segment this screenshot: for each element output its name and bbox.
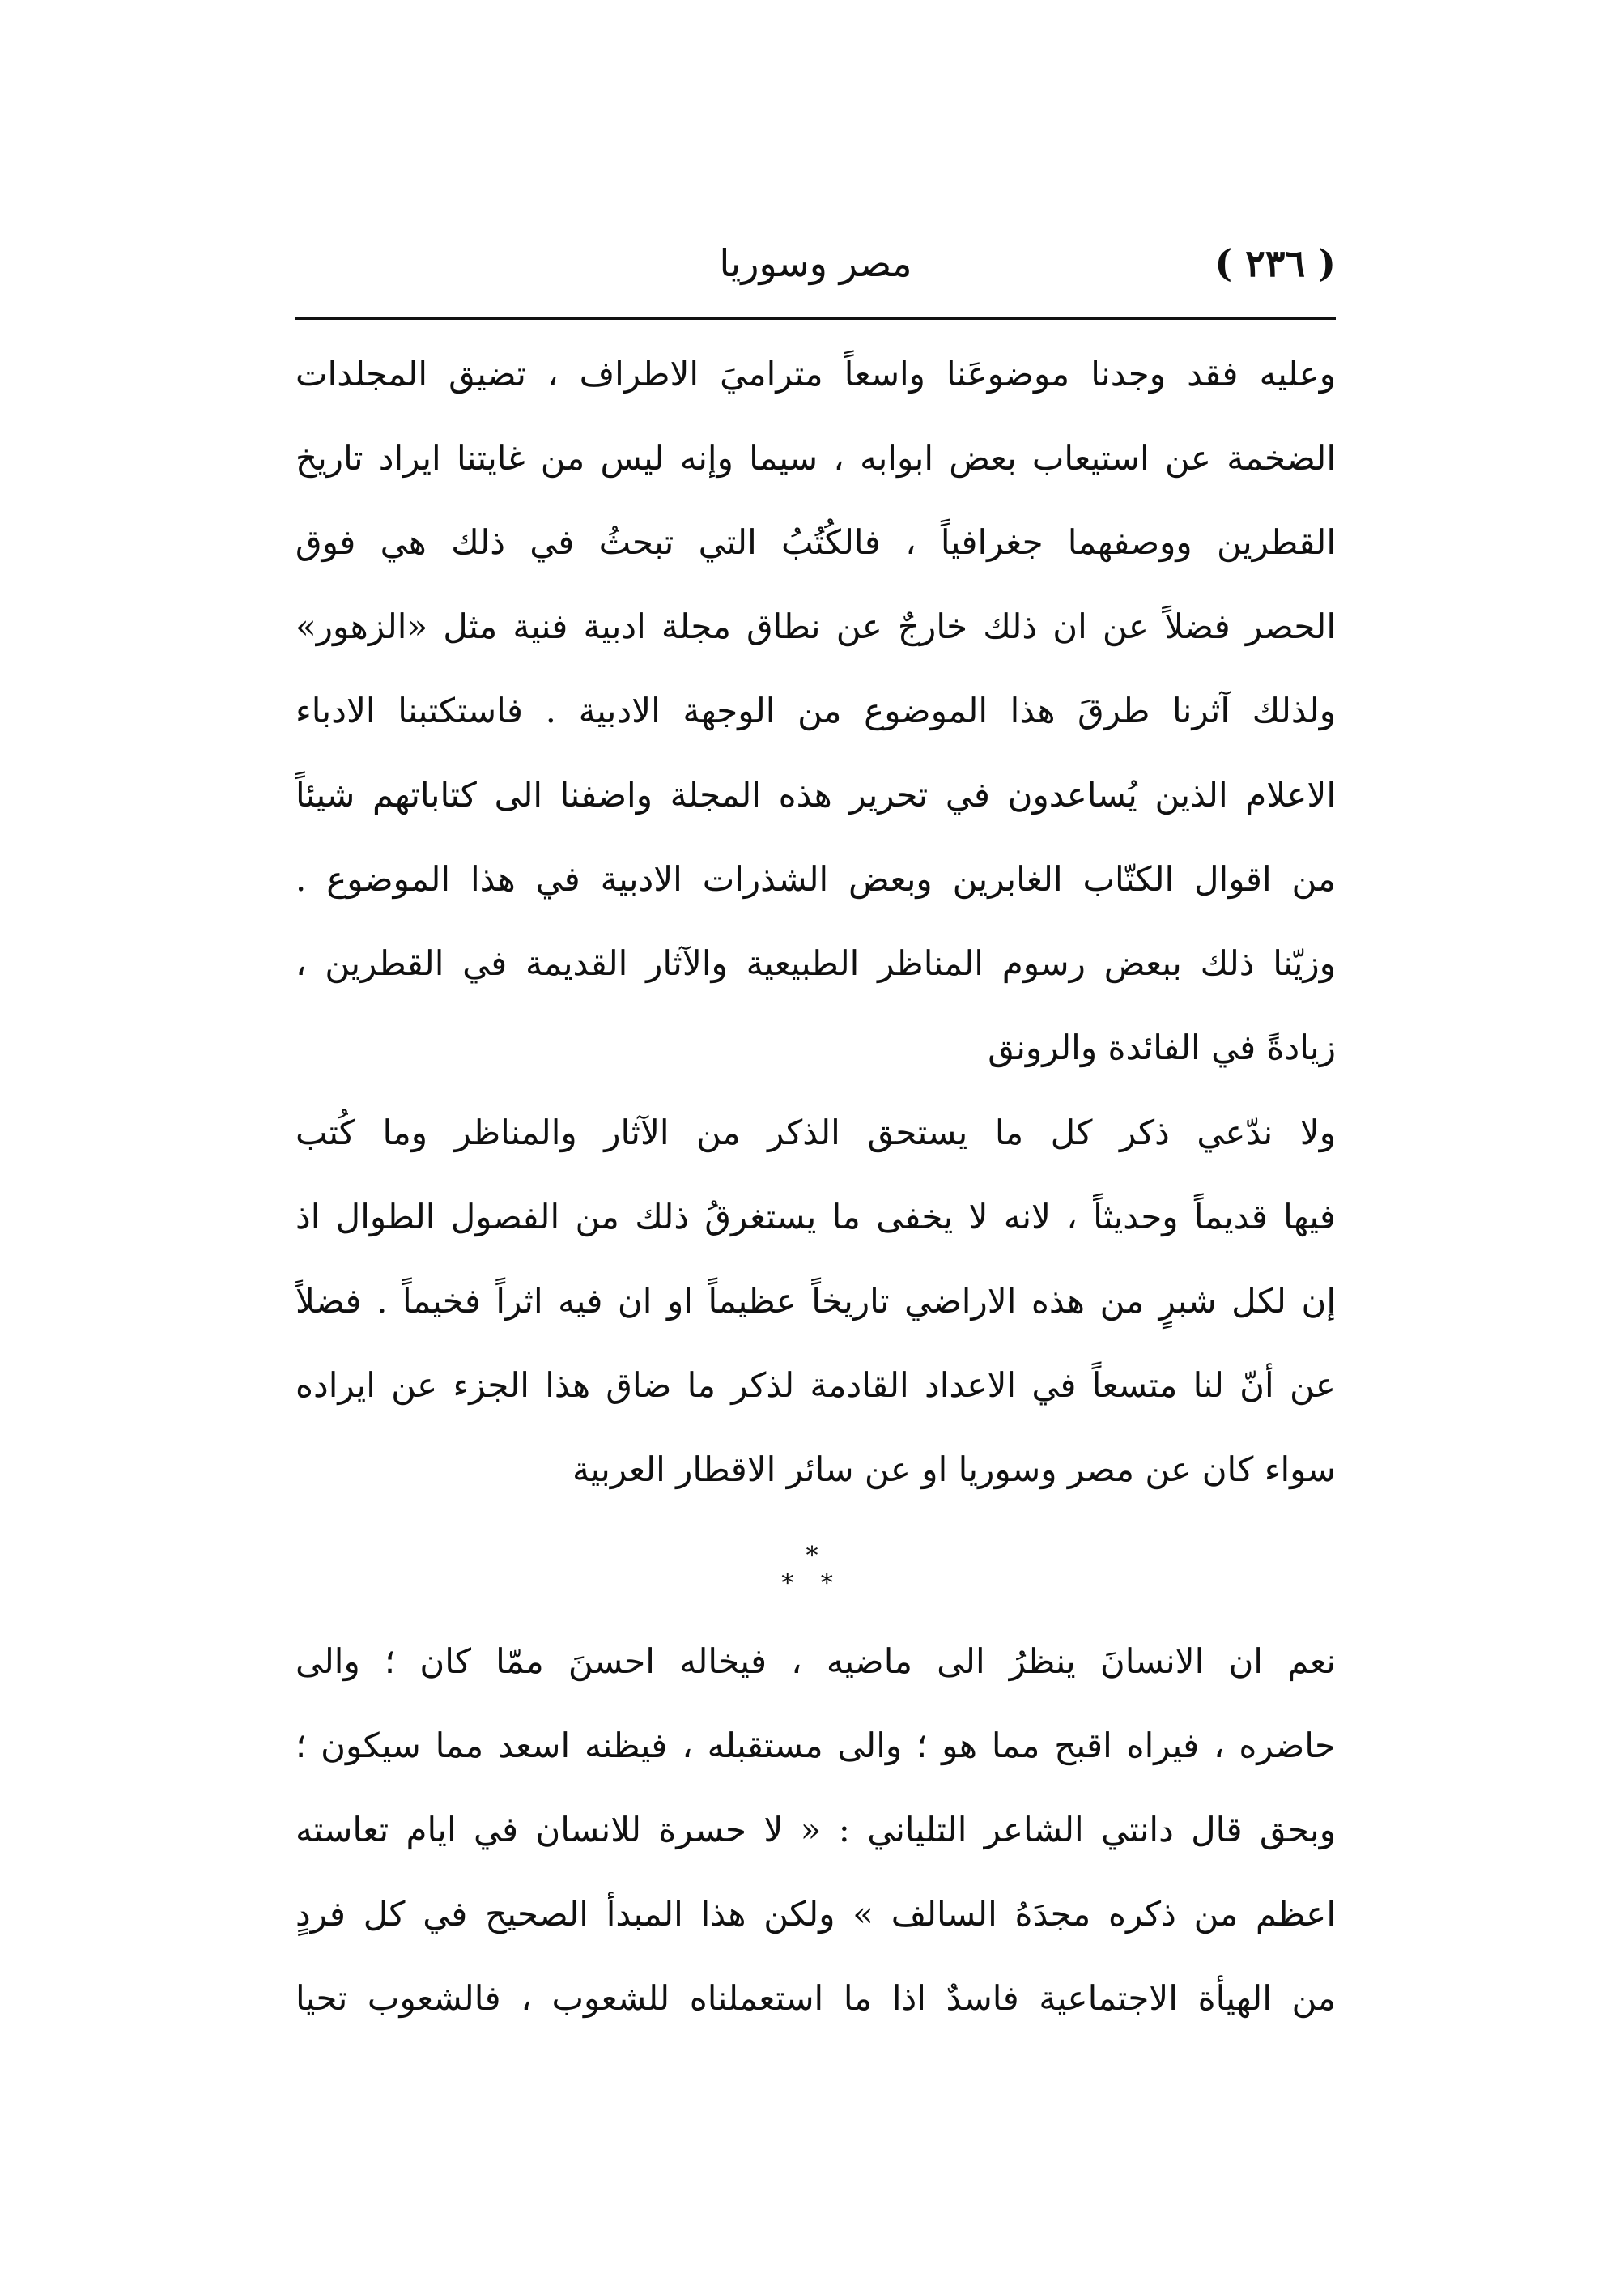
text-line: اعظم من ذكره مجدَهُ السالف » ولكن هذا المبدأ الصحيح في كل فردٍ: [295, 1894, 1336, 1934]
text-line: من الهيأة الاجتماعية فاسدٌ اذا ما استعملناه للشعوب ، فالشعوب تحيا: [295, 1978, 1336, 2018]
text-line: وبحق قال دانتي الشاعر التلياني : « لا حسرة للانسان في ايام تعاسته: [295, 1810, 1336, 1849]
text-line: الاعلام الذين يُساعدون في تحرير هذه المجلة واضفنا الى كتاباتهم شيئاً: [295, 775, 1336, 815]
text-line: الحصر فضلاً عن ان ذلك خارجٌ عن نطاق مجلة ادبية فنية مثل «الزهور»: [295, 606, 1336, 646]
text-line: فيها قديماً وحديثاً ، لانه لا يخفى ما يستغرقُ ذلك من الفصول الطوال اذ: [295, 1197, 1336, 1236]
text-line: ولا ندّعي ذكر كل ما يستحق الذكر من الآثار والمناظر وما كُتب: [295, 1113, 1336, 1152]
paragraph-2: [295, 1091, 1336, 1512]
text-line: الضخمة عن استيعاب بعض ابوابه ، سيما وإنه ليس من غايتنا ايراد تاريخ: [295, 438, 1336, 478]
text-line: ولذلك آثرنا طرقَ هذا الموضوع من الوجهة الادبية . فاستكتبنا الادباء: [295, 691, 1336, 730]
section-separator: [0, 1543, 1624, 1598]
text-line: سواء كان عن مصر وسوريا او عن سائر الاقطار العربية: [572, 1449, 1336, 1489]
text-line: عن أنّ لنا متسعاً في الاعداد القادمة لذكر ما ضاق هذا الجزء عن ايراده: [295, 1365, 1336, 1405]
text-line: وزيّنا ذلك ببعض رسوم المناظر الطبيعية والآثار القديمة في القطرين ،: [295, 943, 1336, 983]
header-rule: [295, 317, 1336, 320]
text-line: وعليه فقد وجدنا موضوعَنا واسعاً متراميَ الاطراف ، تضيق المجلدات: [295, 354, 1336, 394]
running-title: مصر وسوريا: [719, 241, 912, 285]
paragraph-3: [295, 1619, 1336, 2041]
separator-star: *: [806, 1542, 818, 1570]
text-line: من اقوال الكتّاب الغابرين وبعض الشذرات الادبية في هذا الموضوع .: [295, 859, 1336, 899]
page-header: [295, 231, 1336, 296]
text-line: إن لكل شبرٍ من هذه الاراضي تاريخاً عظيماً او ان فيه اثراً فخيماً . فضلاً: [295, 1281, 1336, 1321]
text-line: زيادةً في الفائدة والرونق: [988, 1028, 1336, 1067]
text-line: القطرين ووصفهما جغرافياً ، فالكُتُبُ التي تبحثُ في ذلك هي فوق: [295, 522, 1336, 562]
separator-stars: * *: [781, 1569, 843, 1598]
paragraph-1: [295, 332, 1336, 1090]
text-line: نعم ان الانسانَ ينظرُ الى ماضيه ، فيخاله احسنَ ممّا كان ؛ والى: [295, 1641, 1336, 1681]
page-number: ( ٢٣٦ ): [1214, 241, 1336, 285]
text-line: حاضره ، فيراه اقبح مما هو ؛ والى مستقبله ، فيظنه اسعد مما سيكون ؛: [295, 1726, 1336, 1765]
